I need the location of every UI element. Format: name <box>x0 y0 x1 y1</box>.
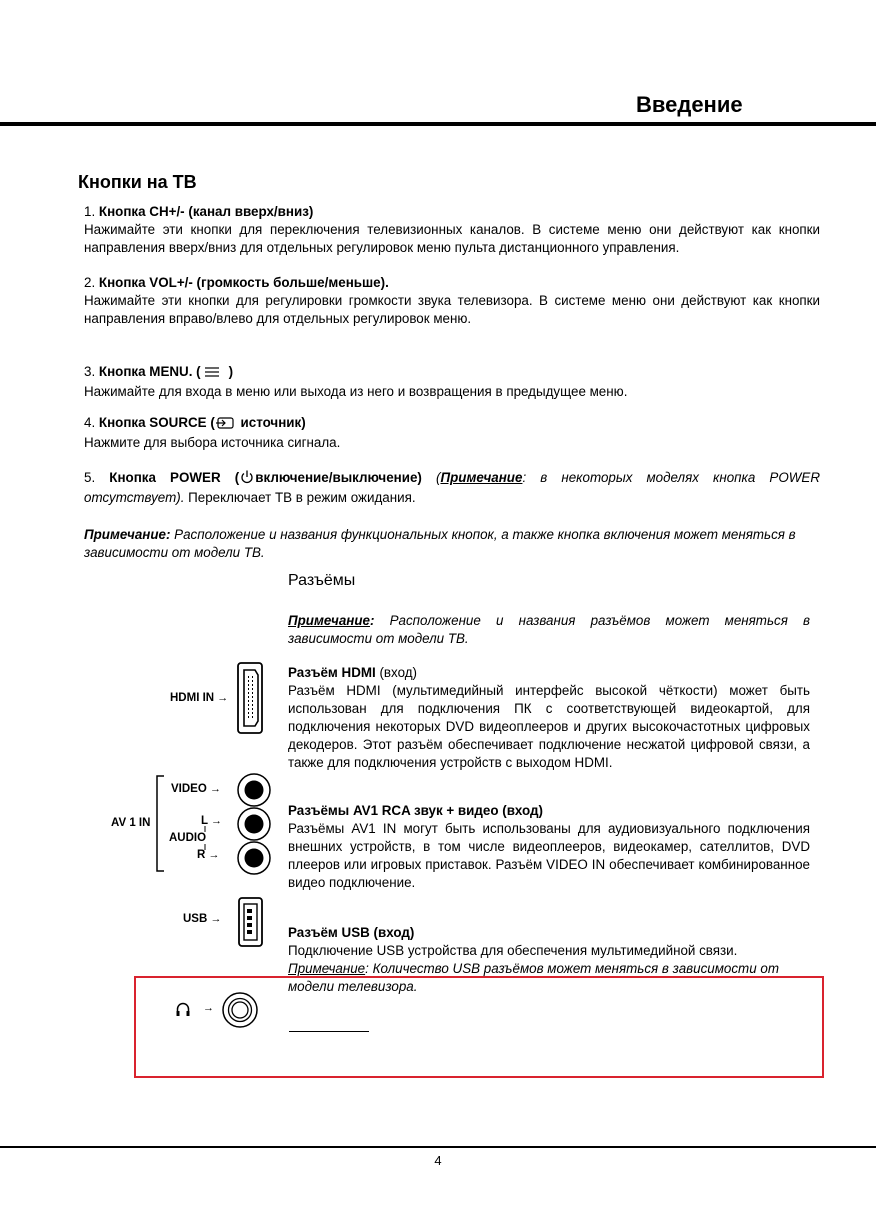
hdmi-in-label: HDMI IN → <box>170 692 229 704</box>
page-number: 4 <box>434 1153 442 1168</box>
general-note: Примечание: Расположение и названия функциональных кнопок, а также кнопка включения может меняться в зависимости от модели ТВ. <box>84 527 796 560</box>
usb-heading: Разъём USB (вход) <box>288 925 415 940</box>
hdmi-port-icon <box>235 660 267 736</box>
item-heading: Кнопка CH+/- (канал вверх/вниз) <box>98 204 314 219</box>
audio-connector-line <box>202 826 210 850</box>
connectors-note: Примечание: Расположение и названия разъёмов может меняться в зависимости от модели ТВ. <box>288 613 810 646</box>
connectors-title: Разъёмы <box>288 572 356 589</box>
note-label: Примечание <box>440 470 523 485</box>
arrow-icon: → <box>208 849 220 861</box>
item-body: Нажимайте эти кнопки для переключения телевизионных каналов. В системе меню они действуют как кнопки направления вверх/вниз для отдельных регулировок меню пульта дистанционного управления. <box>84 222 820 255</box>
power-icon <box>239 470 255 489</box>
source-input-icon <box>215 416 237 434</box>
rca-audio-r-jack-icon <box>236 840 272 876</box>
list-item: 4. Кнопка SOURCE ( источник) <box>84 414 820 434</box>
hdmi-heading: Разъём HDMI (вход) <box>288 665 418 680</box>
headphone-note-underline <box>289 1031 369 1032</box>
av1-in-label: AV 1 IN <box>111 817 151 829</box>
headphone-icon <box>175 1001 191 1017</box>
arrow-icon: → <box>217 692 229 704</box>
av-group-bracket <box>154 775 166 873</box>
header-divider <box>0 122 876 126</box>
audio-label: AUDIO <box>169 832 207 844</box>
rca-video-jack-icon <box>236 772 272 808</box>
usb-note: Примечание: Количество USB разъёмов может меняться в зависимости от модели телевизора. <box>288 961 779 994</box>
section-title: Кнопки на ТВ <box>78 172 197 192</box>
av-heading: Разъёмы AV1 RCA звук + видео (вход) <box>288 803 544 818</box>
tv-buttons-list <box>84 203 820 562</box>
audio-r-label: R → <box>197 849 220 861</box>
list-item: 2. Кнопка VOL+/- (громкость больше/меньше). <box>84 275 389 290</box>
usb-label: USB → <box>183 913 222 925</box>
rca-audio-l-jack-icon <box>236 806 272 842</box>
menu-icon <box>201 365 229 383</box>
av-body: Разъёмы AV1 IN могут быть использованы для аудиовизуального подключения внешних устройств, в том числе видеоплееров, видеокамер, сателлитов, DVD плееров или игровых приставок. Разъём VIDEO IN обеспечивает комбинированное видео подключение. <box>288 821 810 890</box>
audio-l-label: L → <box>201 815 223 827</box>
list-item: 5. Кнопка POWER ( включение/выключение) (Примечание: в некоторых моделях кнопка POWER отсутствует). Переключает ТВ в режим ожидания. <box>84 470 820 505</box>
item-body: Нажимайте эти кнопки для регулировки громкости звука телевизора. В системе меню они действуют как кнопки направления вправо/влево для отдельных регулировок меню. <box>84 293 820 326</box>
item-body: Нажмите для выбора источника сигнала. <box>84 435 341 450</box>
item-body: Нажимайте для входа в меню или выхода из него и возвращения в предыдущее меню. <box>84 384 628 399</box>
footer-divider <box>0 1146 876 1148</box>
item-heading: Кнопка POWER ( <box>109 470 240 485</box>
arrow-icon: → <box>203 1002 214 1014</box>
item-heading: Кнопка SOURCE ( <box>98 415 215 430</box>
headphone-jack-icon <box>220 990 260 1030</box>
arrow-icon: → <box>210 783 221 795</box>
list-item: 3. Кнопка MENU. ( ) <box>84 363 820 383</box>
list-item: 1. Кнопка CH+/- (канал вверх/вниз) <box>84 204 314 219</box>
hdmi-body: Разъём HDMI (мультимедийный интерфейс высокой чёткости) может быть использован для подключения ПК с соответствующей видеокартой, для подключения некоторых DVD видеоплееров и других высокочастотных цифровых декодеров. Этот разъём обеспечивает подключение несжатой цифровой связи, а также для подключения устройств с выходом HDMI. <box>288 683 810 770</box>
connectors-section <box>288 572 810 996</box>
page-title: Введение <box>636 92 743 117</box>
arrow-icon: → <box>210 913 222 925</box>
item-heading: Кнопка MENU. ( <box>98 364 201 379</box>
arrow-icon: → <box>211 815 223 827</box>
video-label: VIDEO → <box>171 783 221 795</box>
usb-body: Подключение USB устройства для обеспечения мультимедийной связи. <box>288 943 738 958</box>
item-heading: Кнопка VOL+/- (громкость больше/меньше). <box>98 275 389 290</box>
usb-port-icon <box>236 896 266 948</box>
